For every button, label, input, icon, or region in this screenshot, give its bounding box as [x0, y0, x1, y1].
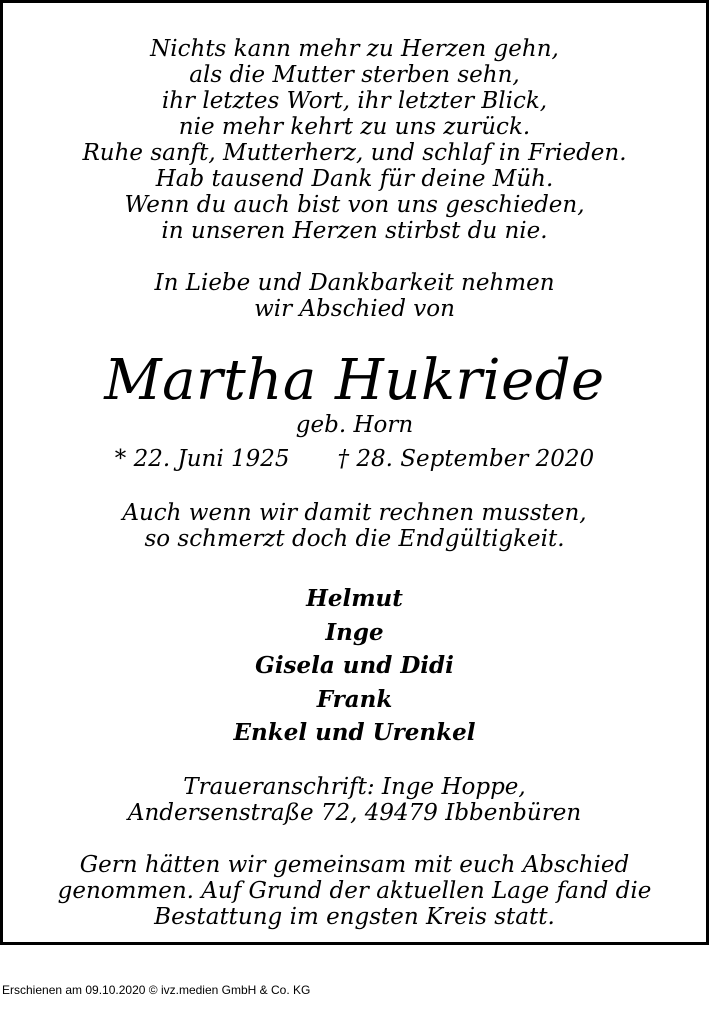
poem-line: als die Mutter sterben sehn, [189, 62, 520, 88]
obituary-content [3, 36, 706, 930]
closing-line: Bestattung im engsten Kreis statt. [154, 903, 555, 930]
mourning-address [3, 774, 706, 826]
address-line: Andersenstraße 72, 49479 Ibbenbüren [127, 799, 582, 826]
life-dates [3, 446, 706, 472]
quote-text [3, 500, 706, 552]
address-line: Traueranschrift: Inge Hoppe, [183, 773, 526, 800]
poem [3, 36, 706, 244]
publication-footer: Erschienen am 09.10.2020 © ivz.medien GmbH & Co. KG [2, 983, 311, 997]
mourner-name: Enkel und Urenkel [233, 719, 476, 746]
intro-text [3, 270, 706, 322]
birth-name: geb. Horn [295, 412, 414, 438]
mourners-list [3, 582, 706, 750]
poem-line: Wenn du auch bist von uns geschieden, [124, 192, 585, 218]
birth-date: * 22. Juni 1925 [114, 446, 290, 472]
poem-line: ihr letztes Wort, ihr letzter Blick, [161, 88, 548, 114]
quote-line: so schmerzt doch die Endgültigkeit. [144, 526, 565, 552]
deceased-name: Martha Hukriede [104, 348, 605, 413]
closing-text [3, 852, 706, 930]
death-date: † 28. September 2020 [337, 446, 595, 472]
poem-line: Ruhe sanft, Mutterherz, und schlaf in Frieden. [82, 140, 627, 166]
mourner-name: Helmut [306, 585, 403, 612]
intro-line: In Liebe und Dankbarkeit nehmen [154, 270, 555, 296]
closing-line: Gern hätten wir gemeinsam mit euch Abschied [79, 851, 630, 878]
mourner-name: Frank [316, 685, 393, 713]
intro-line: wir Abschied von [254, 296, 455, 322]
quote-line: Auch wenn wir damit rechnen mussten, [122, 500, 587, 526]
poem-line: in unseren Herzen stirbst du nie. [161, 218, 548, 244]
poem-line: Hab tausend Dank für deine Müh. [155, 166, 554, 192]
closing-line: genommen. Auf Grund der aktuellen Lage fand die [57, 877, 652, 904]
poem-line: nie mehr kehrt zu uns zurück. [178, 114, 531, 140]
mourner-name: Gisela und Didi [255, 652, 454, 679]
poem-line: Nichts kann mehr zu Herzen gehn, [150, 36, 559, 62]
mourner-name: Inge [325, 618, 384, 646]
